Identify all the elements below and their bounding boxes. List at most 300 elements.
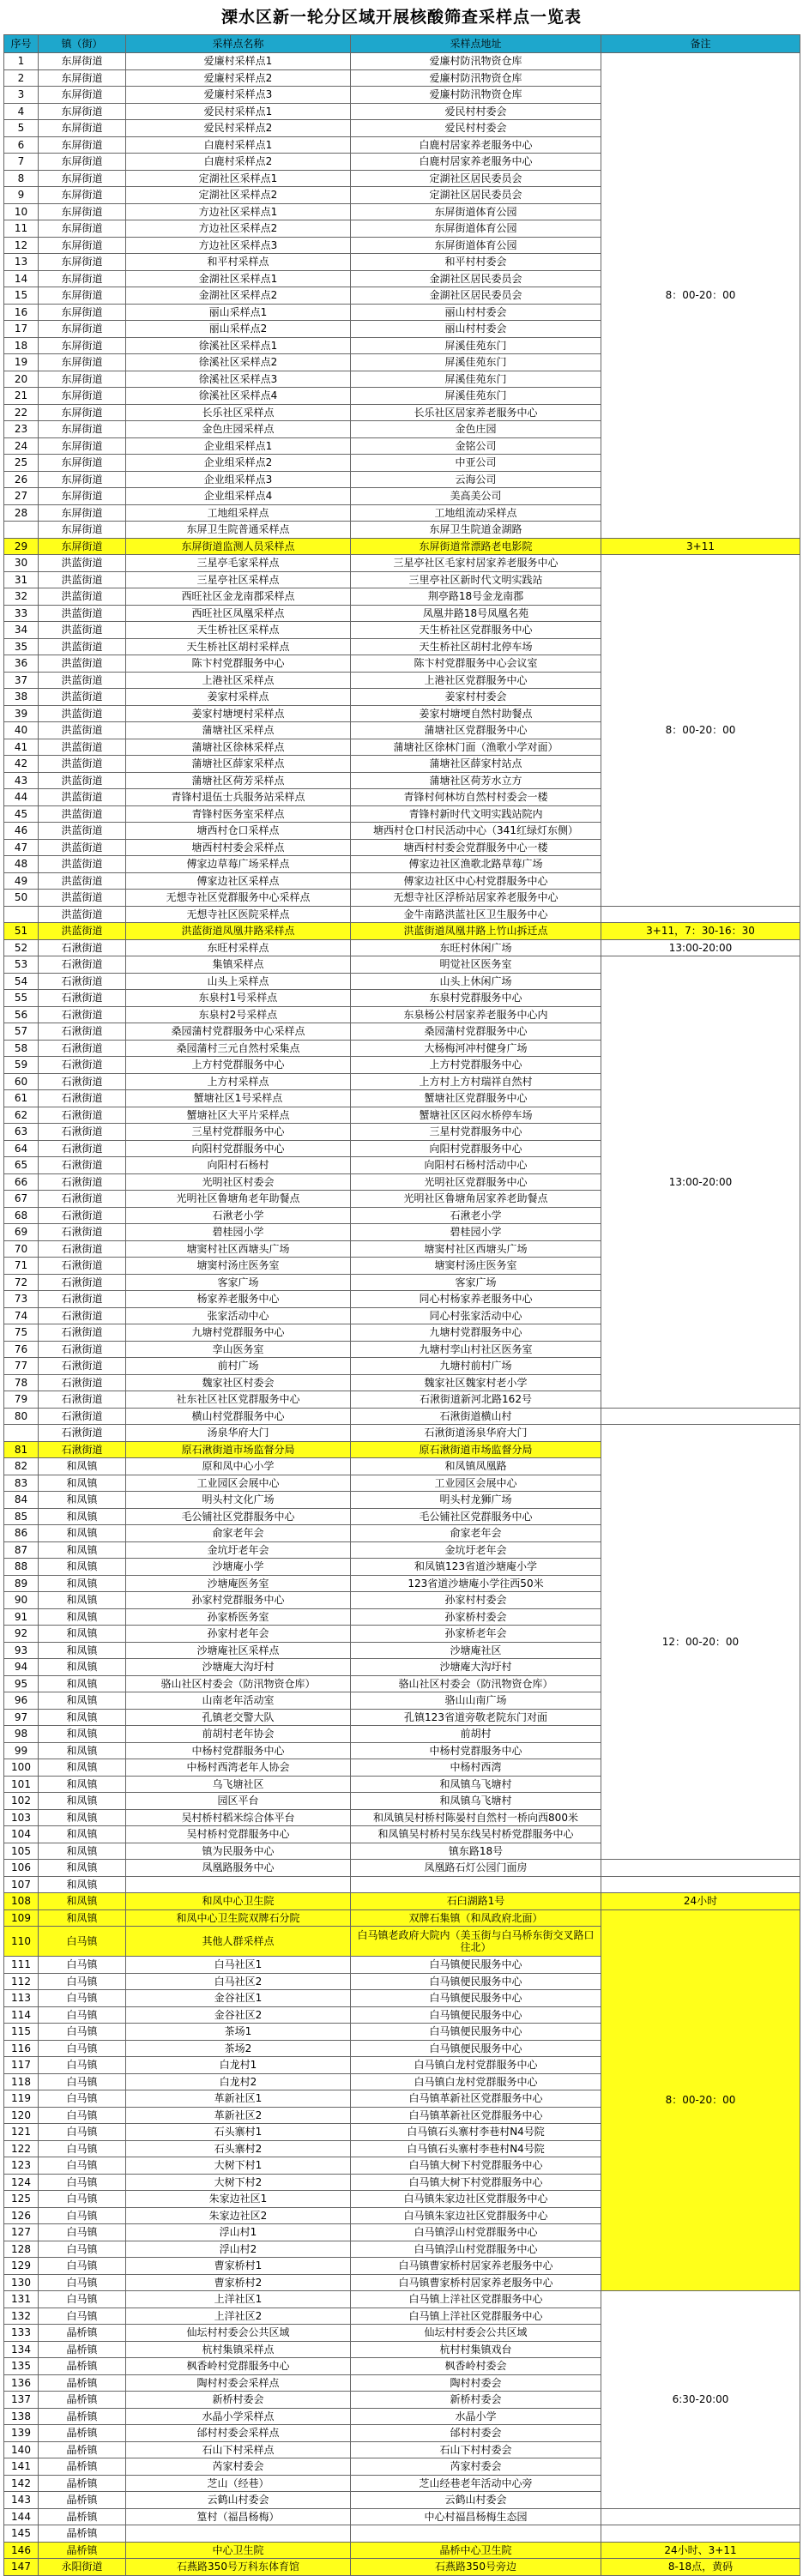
- table-row: [4, 53, 800, 70]
- row-site-address: 云鹤山村委会: [351, 2492, 601, 2509]
- row-site-name: 金谷社区2: [126, 2006, 351, 2024]
- row-town: 洪蓝街道: [39, 823, 126, 840]
- row-site-address: 白马镇石头寨村李巷村N4号院: [351, 2140, 601, 2157]
- row-site-address: 山头上休闲广场: [351, 973, 601, 990]
- row-number: 62: [4, 1107, 39, 1124]
- row-site-address: 白马镇朱家边社区党群服务中心: [351, 2191, 601, 2208]
- row-site-address: 九塘村党群服务中心: [351, 1324, 601, 1342]
- row-number: 38: [4, 689, 39, 706]
- row-number: 95: [4, 1675, 39, 1692]
- row-site-name: 青锋村退伍士兵服务站采样点: [126, 789, 351, 806]
- row-site-name: 杨家养老服务中心: [126, 1291, 351, 1308]
- row-town: 晶桥镇: [39, 2408, 126, 2425]
- row-town: 东屏街道: [39, 69, 126, 87]
- row-site-name: 中杨村西湾老年人协会: [126, 1759, 351, 1777]
- header-no: 序号: [4, 35, 39, 53]
- row-number: 82: [4, 1458, 39, 1475]
- row-number: 142: [4, 2475, 39, 2492]
- row-number: 64: [4, 1140, 39, 1157]
- row-site-address: 邰村村委会: [351, 2425, 601, 2442]
- row-site-name: 东旺村采样点: [126, 939, 351, 956]
- row-number: 49: [4, 872, 39, 890]
- row-town: 洪蓝街道: [39, 890, 126, 907]
- row-number: 131: [4, 2291, 39, 2308]
- row-site-address: 石山下村村委会: [351, 2441, 601, 2458]
- row-town: 白马镇: [39, 2073, 126, 2090]
- row-site-address: 水晶小学: [351, 2408, 601, 2425]
- row-town: 东屏街道: [39, 488, 126, 505]
- row-number: 108: [4, 1893, 39, 1910]
- row-town: 和凤镇: [39, 1608, 126, 1626]
- row-site-name: 石头寨村2: [126, 2140, 351, 2157]
- row-number: 98: [4, 1726, 39, 1743]
- row-number: [4, 1425, 39, 1442]
- row-site-address: 白马镇便民服务中心: [351, 1990, 601, 2007]
- row-site-address: 东屏街道体育公园: [351, 237, 601, 254]
- row-number: 56: [4, 1006, 39, 1023]
- row-site-address: 塘窦村汤庄医务室: [351, 1258, 601, 1275]
- row-site-name: 丽山采样点2: [126, 321, 351, 338]
- row-town: 晶桥镇: [39, 2374, 126, 2392]
- row-site-name: 东泉村1号采样点: [126, 990, 351, 1007]
- row-town: 和凤镇: [39, 1709, 126, 1726]
- row-number: 124: [4, 2174, 39, 2191]
- row-number: 92: [4, 1626, 39, 1643]
- row-town: 石湫街道: [39, 1040, 126, 1057]
- row-number: 65: [4, 1157, 39, 1174]
- row-site-address: 爱廉村防汛物资仓库: [351, 69, 601, 87]
- row-site-name: 上洋社区2: [126, 2308, 351, 2325]
- row-site-address: 屏溪佳苑东门: [351, 371, 601, 388]
- row-site-name: 张家活动中心: [126, 1307, 351, 1324]
- row-number: 101: [4, 1776, 39, 1793]
- row-site-address: 青锋村何林坊自然村村委会一楼: [351, 789, 601, 806]
- row-town: 和凤镇: [39, 1809, 126, 1826]
- row-site-address: [351, 1876, 601, 1893]
- row-site-address: 白马镇白龙村党群服务中心: [351, 2073, 601, 2090]
- row-town: 石湫街道: [39, 1374, 126, 1391]
- row-site-address: 荆亭路18号金龙南郡: [351, 588, 601, 606]
- row-number: 112: [4, 1973, 39, 1990]
- row-site-address: 和平村村委会: [351, 254, 601, 271]
- row-number: 14: [4, 270, 39, 287]
- row-site-name: 企业组采样点3: [126, 471, 351, 488]
- row-number: 118: [4, 2073, 39, 2090]
- row-number: 23: [4, 421, 39, 438]
- row-town: 石湫街道: [39, 1341, 126, 1358]
- row-number: 76: [4, 1341, 39, 1358]
- row-town: 和凤镇: [39, 1909, 126, 1927]
- row-number: 85: [4, 1508, 39, 1525]
- row-town: 晶桥镇: [39, 2325, 126, 2342]
- row-town: 白马镇: [39, 2124, 126, 2141]
- row-town: 石湫街道: [39, 1124, 126, 1141]
- row-site-address: 芝山经巷老年活动中心旁: [351, 2475, 601, 2492]
- table-row: [4, 2525, 800, 2543]
- row-hours: 8：00-20：00: [601, 555, 800, 907]
- row-number: 116: [4, 2040, 39, 2057]
- row-number: 100: [4, 1759, 39, 1777]
- row-note: [601, 1408, 800, 1425]
- row-site-address: 123省道沙塘庵小学往西50米: [351, 1575, 601, 1592]
- row-town: 洪蓝街道: [39, 756, 126, 773]
- row-town: 石湫街道: [39, 1291, 126, 1308]
- row-site-name: 浮山村2: [126, 2241, 351, 2258]
- row-town: 和凤镇: [39, 1742, 126, 1759]
- row-number: 111: [4, 1957, 39, 1974]
- row-site-name: 西旺社区凤凰采样点: [126, 605, 351, 622]
- row-site-address: 石湫老小学: [351, 1207, 601, 1224]
- row-site-address: 上方村党群服务中心: [351, 1057, 601, 1074]
- row-site-address: 白马镇老政府大院内（美玉街与白马桥东街交叉路口往北）: [351, 1927, 601, 1957]
- row-number: 83: [4, 1475, 39, 1492]
- row-number: 34: [4, 622, 39, 639]
- row-site-address: 石湫街道新河北路162号: [351, 1391, 601, 1409]
- row-site-name: 明头村文化广场: [126, 1492, 351, 1509]
- row-town: 晶桥镇: [39, 2441, 126, 2458]
- row-town: 洪蓝街道: [39, 789, 126, 806]
- row-number: 25: [4, 455, 39, 472]
- row-town: 和凤镇: [39, 1626, 126, 1643]
- row-town: 和凤镇: [39, 1776, 126, 1793]
- row-site-name: 吴村桥村稻米综合体平台: [126, 1809, 351, 1826]
- table-row: [4, 1860, 800, 1877]
- row-town: 东屏街道: [39, 404, 126, 421]
- row-site-address: 大杨梅河冲村健身广场: [351, 1040, 601, 1057]
- row-town: 东屏街道: [39, 254, 126, 271]
- row-site-name: 孙家桥医务室: [126, 1608, 351, 1626]
- row-town: 石湫街道: [39, 1240, 126, 1258]
- row-site-address: 白鹿村居家养老服务中心: [351, 154, 601, 171]
- row-site-address: 白马镇曹家桥村居家养老服务中心: [351, 2258, 601, 2275]
- row-town: 和凤镇: [39, 1759, 126, 1777]
- row-site-name: 桑园蒲村三元自然村采集点: [126, 1040, 351, 1057]
- row-town: 永阳街道: [39, 2559, 126, 2576]
- row-town: 东屏街道: [39, 203, 126, 220]
- row-town: 洪蓝街道: [39, 638, 126, 655]
- row-site-address: 东泉杨公村居家养老服务中心内: [351, 1006, 601, 1023]
- row-site-address: 光明社区鲁塘角居家养老助餐点: [351, 1191, 601, 1208]
- table-row: [4, 2559, 800, 2576]
- row-site-address: 金湖社区居民委员会: [351, 287, 601, 305]
- row-number: 35: [4, 638, 39, 655]
- row-site-name: 无想寺社区党群服务中心采样点: [126, 890, 351, 907]
- row-site-name: 原石湫街道市场监督分局: [126, 1441, 351, 1458]
- row-site-name: 上洋社区1: [126, 2291, 351, 2308]
- row-number: 48: [4, 856, 39, 873]
- row-site-name: 青锋村医务室采样点: [126, 805, 351, 823]
- row-site-name: 陈卞村党群服务中心: [126, 655, 351, 673]
- row-town: 东屏街道: [39, 455, 126, 472]
- row-town: 东屏街道: [39, 154, 126, 171]
- row-town: 白马镇: [39, 1973, 126, 1990]
- row-site-name: 石头寨村1: [126, 2124, 351, 2141]
- table-header-row: [4, 35, 800, 53]
- table-row: [4, 956, 800, 974]
- row-site-name: 曹家桥村1: [126, 2258, 351, 2275]
- row-number: [4, 906, 39, 923]
- row-site-address: 白马镇石头寨村李巷村N4号院: [351, 2124, 601, 2141]
- row-town: 石湫街道: [39, 1140, 126, 1157]
- row-number: 37: [4, 672, 39, 689]
- row-site-name: 爱民村采样点2: [126, 120, 351, 137]
- row-site-name: 石燕路350号万科东体育馆: [126, 2559, 351, 2576]
- row-site-name: 水晶小学采样点: [126, 2408, 351, 2425]
- row-town: 白马镇: [39, 2191, 126, 2208]
- row-number: 33: [4, 605, 39, 622]
- row-site-name: 金坑圩老年会: [126, 1541, 351, 1559]
- row-number: 80: [4, 1408, 39, 1425]
- row-town: 晶桥镇: [39, 2525, 126, 2543]
- row-site-name: 芮家村委会: [126, 2458, 351, 2476]
- row-site-name: 大树下村1: [126, 2157, 351, 2175]
- row-site-address: 丽山村村委会: [351, 321, 601, 338]
- row-number: [4, 522, 39, 539]
- row-site-name: 塘西村村委会采样点: [126, 839, 351, 856]
- row-site-address: 光明社区党群服务中心: [351, 1173, 601, 1191]
- row-number: 127: [4, 2224, 39, 2241]
- row-site-name: 汤泉华府大门: [126, 1425, 351, 1442]
- row-town: 和凤镇: [39, 1793, 126, 1810]
- row-town: 东屏街道: [39, 136, 126, 154]
- row-site-name: 新桥村委会: [126, 2392, 351, 2409]
- row-number: 86: [4, 1525, 39, 1542]
- row-number: 96: [4, 1692, 39, 1710]
- row-site-name: 白龙村2: [126, 2073, 351, 2090]
- row-site-name: 金湖社区采样点2: [126, 287, 351, 305]
- row-site-address: 姜家村塘埂自然村助餐点: [351, 705, 601, 722]
- row-site-address: 沙塘庵社区: [351, 1642, 601, 1659]
- row-site-address: 和凤镇123省道沙塘庵小学: [351, 1559, 601, 1576]
- row-site-address: 同心村杨家养老服务中心: [351, 1291, 601, 1308]
- row-site-name: 前村广场: [126, 1358, 351, 1375]
- row-town: 洪蓝街道: [39, 605, 126, 622]
- row-site-address: 天生桥社区胡村北停车场: [351, 638, 601, 655]
- row-number: 120: [4, 2107, 39, 2124]
- row-site-address: 洪蓝街道凤凰井路上竹山拆迁点: [351, 923, 601, 940]
- row-site-name: 洪蓝街道凤凰井路采样点: [126, 923, 351, 940]
- row-site-name: 爱廉村采样点3: [126, 87, 351, 104]
- row-number: 3: [4, 87, 39, 104]
- row-site-address: 金湖社区居民委员会: [351, 270, 601, 287]
- row-town: 石湫街道: [39, 1274, 126, 1291]
- row-site-address: 向阳村党群服务中心: [351, 1140, 601, 1157]
- row-site-name: 方边社区采样点3: [126, 237, 351, 254]
- row-number: 29: [4, 538, 39, 555]
- row-number: 144: [4, 2508, 39, 2525]
- row-town: 石湫街道: [39, 1073, 126, 1090]
- row-site-name: 无想寺社区医院采样点: [126, 906, 351, 923]
- row-town: 晶桥镇: [39, 2492, 126, 2509]
- row-town: 石湫街道: [39, 1207, 126, 1224]
- row-number: 145: [4, 2525, 39, 2543]
- row-town: 石湫街道: [39, 1324, 126, 1342]
- row-town: 白马镇: [39, 2057, 126, 2074]
- table-row: [4, 906, 800, 923]
- row-site-address: 石臼湖路1号: [351, 1893, 601, 1910]
- row-number: 8: [4, 170, 39, 187]
- row-site-address: 东泉村党群服务中心: [351, 990, 601, 1007]
- row-site-name: 金湖社区采样点1: [126, 270, 351, 287]
- row-number: 70: [4, 1240, 39, 1258]
- row-site-address: 俞家老年会: [351, 1525, 601, 1542]
- row-site-name: 爱廉村采样点1: [126, 53, 351, 70]
- row-town: 和凤镇: [39, 1843, 126, 1860]
- row-site-name: 碧桂园小学: [126, 1224, 351, 1241]
- table-row: [4, 538, 800, 555]
- row-number: 91: [4, 1608, 39, 1626]
- row-site-name: 长乐社区采样点: [126, 404, 351, 421]
- row-site-address: 孙家桥老年会: [351, 1626, 601, 1643]
- row-town: 白马镇: [39, 2174, 126, 2191]
- row-site-name: 浮山村1: [126, 2224, 351, 2241]
- row-site-name: 定湖社区采样点2: [126, 187, 351, 204]
- row-site-name: 石湫老小学: [126, 1207, 351, 1224]
- row-town: 东屏街道: [39, 471, 126, 488]
- row-town: 洪蓝街道: [39, 705, 126, 722]
- row-town: 石湫街道: [39, 1258, 126, 1275]
- row-number: 31: [4, 571, 39, 588]
- row-note: 24小时、3+11: [601, 2542, 800, 2559]
- row-number: 137: [4, 2392, 39, 2409]
- row-site-name: 俞家老年会: [126, 1525, 351, 1542]
- row-number: 138: [4, 2408, 39, 2425]
- row-number: 97: [4, 1709, 39, 1726]
- row-site-name: 企业组采样点2: [126, 455, 351, 472]
- row-site-address: 晶桥中心卫生院: [351, 2542, 601, 2559]
- row-number: 11: [4, 220, 39, 238]
- row-town: 东屏街道: [39, 87, 126, 104]
- table-row: [4, 555, 800, 572]
- row-town: 和凤镇: [39, 1642, 126, 1659]
- row-site-address: 三星亭社区毛家村居家养老服务中心: [351, 555, 601, 572]
- row-site-address: 和凤镇凤凰路: [351, 1458, 601, 1475]
- row-town: 洪蓝街道: [39, 555, 126, 572]
- row-number: 15: [4, 287, 39, 305]
- table-row: [4, 2291, 800, 2308]
- row-number: 63: [4, 1124, 39, 1141]
- row-number: 39: [4, 705, 39, 722]
- row-note: 3+11: [601, 538, 800, 555]
- row-hours: 8：00-20：00: [601, 1909, 800, 2291]
- row-site-address: 屏溪佳苑东门: [351, 354, 601, 371]
- row-site-name: 白龙村1: [126, 2057, 351, 2074]
- row-site-name: 孙家村党群服务中心: [126, 1592, 351, 1609]
- row-site-name: 沙塘庵医务室: [126, 1575, 351, 1592]
- row-site-name: 其他人群采样点: [126, 1927, 351, 1957]
- row-site-name: 篁村（福昌杨梅）: [126, 2508, 351, 2525]
- row-town: 和凤镇: [39, 1876, 126, 1893]
- row-number: 57: [4, 1023, 39, 1041]
- row-site-address: 孙家桥村委会: [351, 1608, 601, 1626]
- row-site-name: 吴村桥村党群服务中心: [126, 1826, 351, 1843]
- row-site-address: 云海公司: [351, 471, 601, 488]
- row-site-address: 陶村村委会: [351, 2374, 601, 2392]
- row-site-address: 爱廉村防汛物资仓库: [351, 87, 601, 104]
- row-number: 134: [4, 2341, 39, 2358]
- row-number: 20: [4, 371, 39, 388]
- row-site-address: 白马镇革新社区党群服务中心: [351, 2090, 601, 2108]
- row-site-name: 魏家社区村委会: [126, 1374, 351, 1391]
- row-site-address: 前胡村: [351, 1726, 601, 1743]
- row-town: 洪蓝街道: [39, 655, 126, 673]
- row-site-name: 革新社区2: [126, 2107, 351, 2124]
- header-name: 采样点名称: [126, 35, 351, 53]
- row-site-address: 白马镇大树下村党群服务中心: [351, 2157, 601, 2175]
- row-note: [601, 1860, 800, 1877]
- row-site-address: 工地组流动采样点: [351, 504, 601, 522]
- row-number: 110: [4, 1927, 39, 1957]
- row-site-address: 向阳村石杨村活动中心: [351, 1157, 601, 1174]
- row-site-name: 社东社区社区党群服务中心: [126, 1391, 351, 1409]
- row-site-address: 金色庄园: [351, 421, 601, 438]
- row-site-address: 桑园蒲村党群服务中心: [351, 1023, 601, 1041]
- row-town: 白马镇: [39, 1927, 126, 1957]
- row-site-address: 白马镇白龙村党群服务中心: [351, 2057, 601, 2074]
- row-site-address: 丽山村村委会: [351, 304, 601, 321]
- row-town: 东屏街道: [39, 337, 126, 354]
- row-note: [601, 2525, 800, 2543]
- row-site-address: 白马镇浮山村党群服务中心: [351, 2224, 601, 2241]
- row-site-address: 东屏卫生院道金湖路: [351, 522, 601, 539]
- row-note: [601, 906, 800, 923]
- row-site-name: 蒲塘社区徐林采样点: [126, 739, 351, 756]
- row-number: 102: [4, 1793, 39, 1810]
- row-number: 147: [4, 2559, 39, 2576]
- row-number: 78: [4, 1374, 39, 1391]
- row-site-name: 九塘村党群服务中心: [126, 1324, 351, 1342]
- row-town: 和凤镇: [39, 1559, 126, 1576]
- row-site-address: 定湖社区居民委员会: [351, 187, 601, 204]
- row-site-address: 九塘村孪山村社区医务室: [351, 1341, 601, 1358]
- row-town: 东屏街道: [39, 220, 126, 238]
- row-site-name: 孙家村老年会: [126, 1626, 351, 1643]
- row-site-name: 向阳村石杨村: [126, 1157, 351, 1174]
- row-number: 106: [4, 1860, 39, 1877]
- row-hours: 6:30-20:00: [601, 2291, 800, 2509]
- row-number: 139: [4, 2425, 39, 2442]
- row-site-address: 上港社区党群服务中心: [351, 672, 601, 689]
- row-site-name: 集镇采样点: [126, 956, 351, 974]
- row-site-address: 屏溪佳苑东门: [351, 337, 601, 354]
- row-number: 114: [4, 2006, 39, 2024]
- row-site-name: 光明社区鲁塘角老年助餐点: [126, 1191, 351, 1208]
- row-number: 10: [4, 203, 39, 220]
- row-site-address: 白马镇便民服务中心: [351, 1957, 601, 1974]
- row-site-address: 孔镇123省道旁敬老院东门对面: [351, 1709, 601, 1726]
- row-number: 117: [4, 2057, 39, 2074]
- row-town: 和凤镇: [39, 1458, 126, 1475]
- row-site-name: 骆山社区村委会（防汛物资仓库）: [126, 1675, 351, 1692]
- row-town: 和凤镇: [39, 1492, 126, 1509]
- row-site-address: 骆山社区村委会（防汛物资仓库）: [351, 1675, 601, 1692]
- row-town: 晶桥镇: [39, 2508, 126, 2525]
- row-site-name: 工地组采样点: [126, 504, 351, 522]
- row-site-address: 塘西村仓口村民活动中心（341红绿灯东侧）: [351, 823, 601, 840]
- row-town: 东屏街道: [39, 388, 126, 405]
- page-title: 溧水区新一轮分区域开展核酸筛查采样点一览表: [220, 8, 582, 27]
- row-site-name: 山头上采样点: [126, 973, 351, 990]
- row-number: 113: [4, 1990, 39, 2007]
- row-site-name: 丽山采样点1: [126, 304, 351, 321]
- row-number: 140: [4, 2441, 39, 2458]
- row-town: 洪蓝街道: [39, 839, 126, 856]
- row-site-name: 上港社区采样点: [126, 672, 351, 689]
- row-site-address: 白马镇上洋社区党群服务中心: [351, 2291, 601, 2308]
- row-site-name: 蟹塘社区大平片采样点: [126, 1107, 351, 1124]
- table-row: [4, 923, 800, 940]
- row-town: 东屏街道: [39, 287, 126, 305]
